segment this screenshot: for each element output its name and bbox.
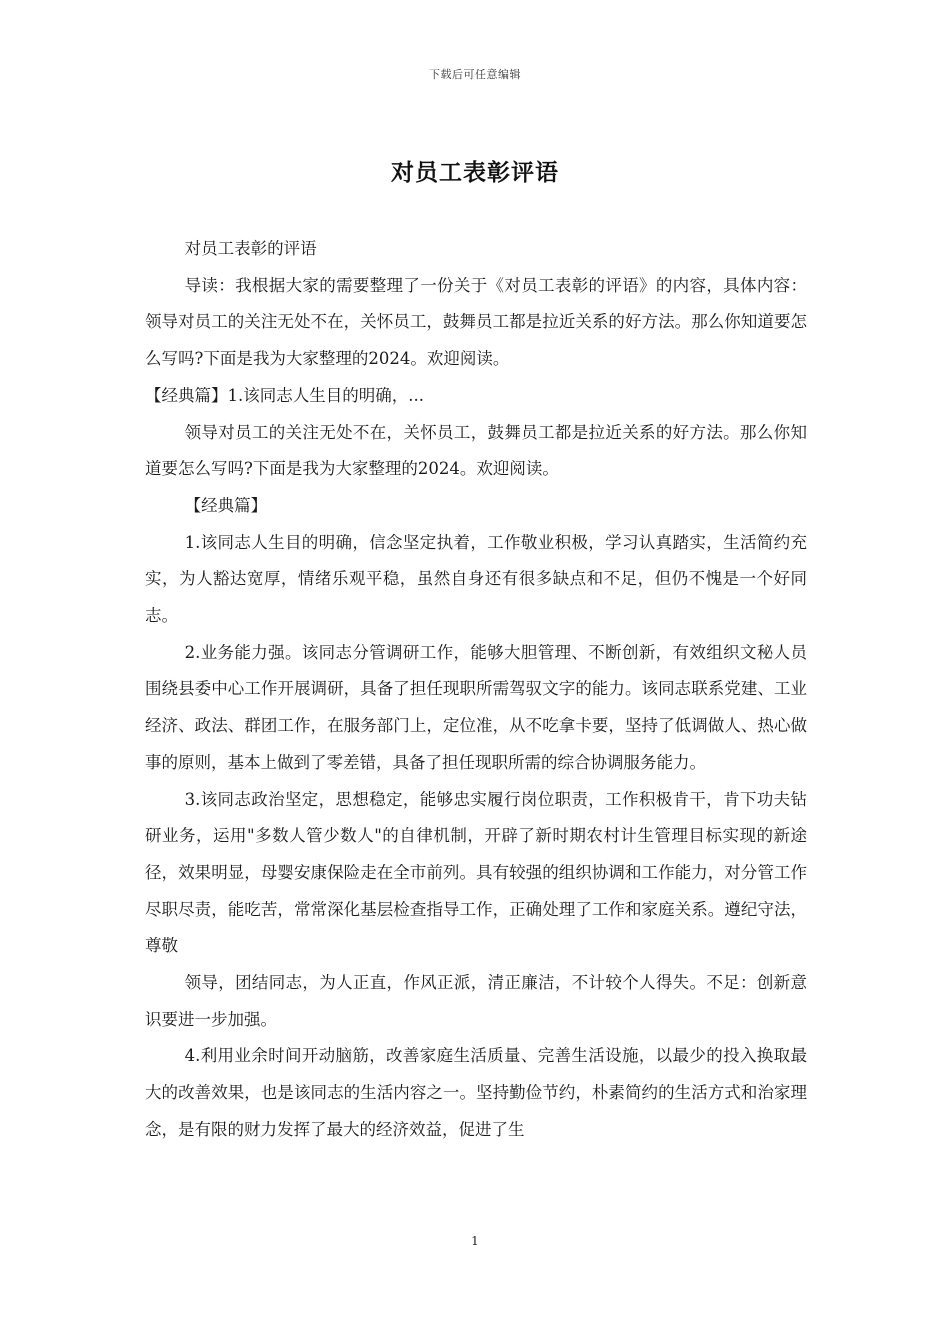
item-1-paragraph: 1.该同志人生目的明确，信念坚定执着，工作敬业积极，学习认真踏实，生活简约充实，为人豁达宽厚，情绪乐观平稳，虽然自身还有很多缺点和不足，但仍不愧是一个好同志。 <box>145 532 807 626</box>
document-title: 对员工表彰评语 <box>391 159 559 186</box>
subtitle-paragraph: 对员工表彰的评语 <box>184 239 317 258</box>
section-heading: 【经典篇】 <box>184 495 268 515</box>
lead-paragraph: 领导对员工的关注无处不在，关怀员工，鼓舞员工都是拉近关系的好方法。那么你知道要怎么写吗?下面是我为大家整理的2024。欢迎阅读。 <box>145 422 807 479</box>
item-4-paragraph: 4.利用业余时间开动脑筋，改善家庭生活质量、完善生活设施，以最少的投入换取最大的改善效果，也是该同志的生活内容之一。坚持勤俭节约，朴素简约的生活方式和治家理念，是有限的财力发挥了最大的经济效益，促进了生 <box>145 1046 807 1139</box>
item-3-continued-paragraph: 领导，团结同志，为人正直，作风正派，清正廉洁，不计较个人得失。不足：创新意识要进一步加强。 <box>145 973 807 1029</box>
item-2-paragraph: 2.业务能力强。该同志分管调研工作，能够大胆管理、不断创新，有效组织文秘人员围绕县委中心工作开展调研，具备了担任现职所需驾驭文字的能力。该同志联系党建、工业经济、政法、群团工作，在服务部门上，定位准，从不吃拿卡要，坚持了低调做人、热心做事的原则，基本上做到了零差错，具备了担任现职所需的综合协调服务能力。 <box>145 642 807 772</box>
document-body <box>145 231 807 1149</box>
intro-paragraph: 导读：我根据大家的需要整理了一份关于《对员工表彰的评语》的内容，具体内容：领导对员工的关注无处不在，关怀员工，鼓舞员工都是拉近关系的好方法。那么你知道要怎么写吗?下面是我为大家整理的2024。欢迎阅读。 <box>145 275 807 369</box>
header-note: 下载后可任意编辑 <box>429 68 521 81</box>
excerpt-paragraph: 【经典篇】1.该同志人生目的明确，... <box>145 385 424 405</box>
page-number: 1 <box>471 1234 479 1248</box>
item-3-paragraph: 3.该同志政治坚定，思想稳定，能够忠实履行岗位职责，工作积极肯干，肯下功夫钻研业务，运用"多数人管少数人"的自律机制，开辟了新时期农村计生管理目标实现的新途径，效果明显，母婴安康保险走在全市前列。具有较强的组织协调和工作能力，对分管工作尽职尽责，能吃苦，常常深化基层检查指导工作，正确处理了工作和家庭关系。遵纪守法，尊敬 <box>145 789 807 956</box>
